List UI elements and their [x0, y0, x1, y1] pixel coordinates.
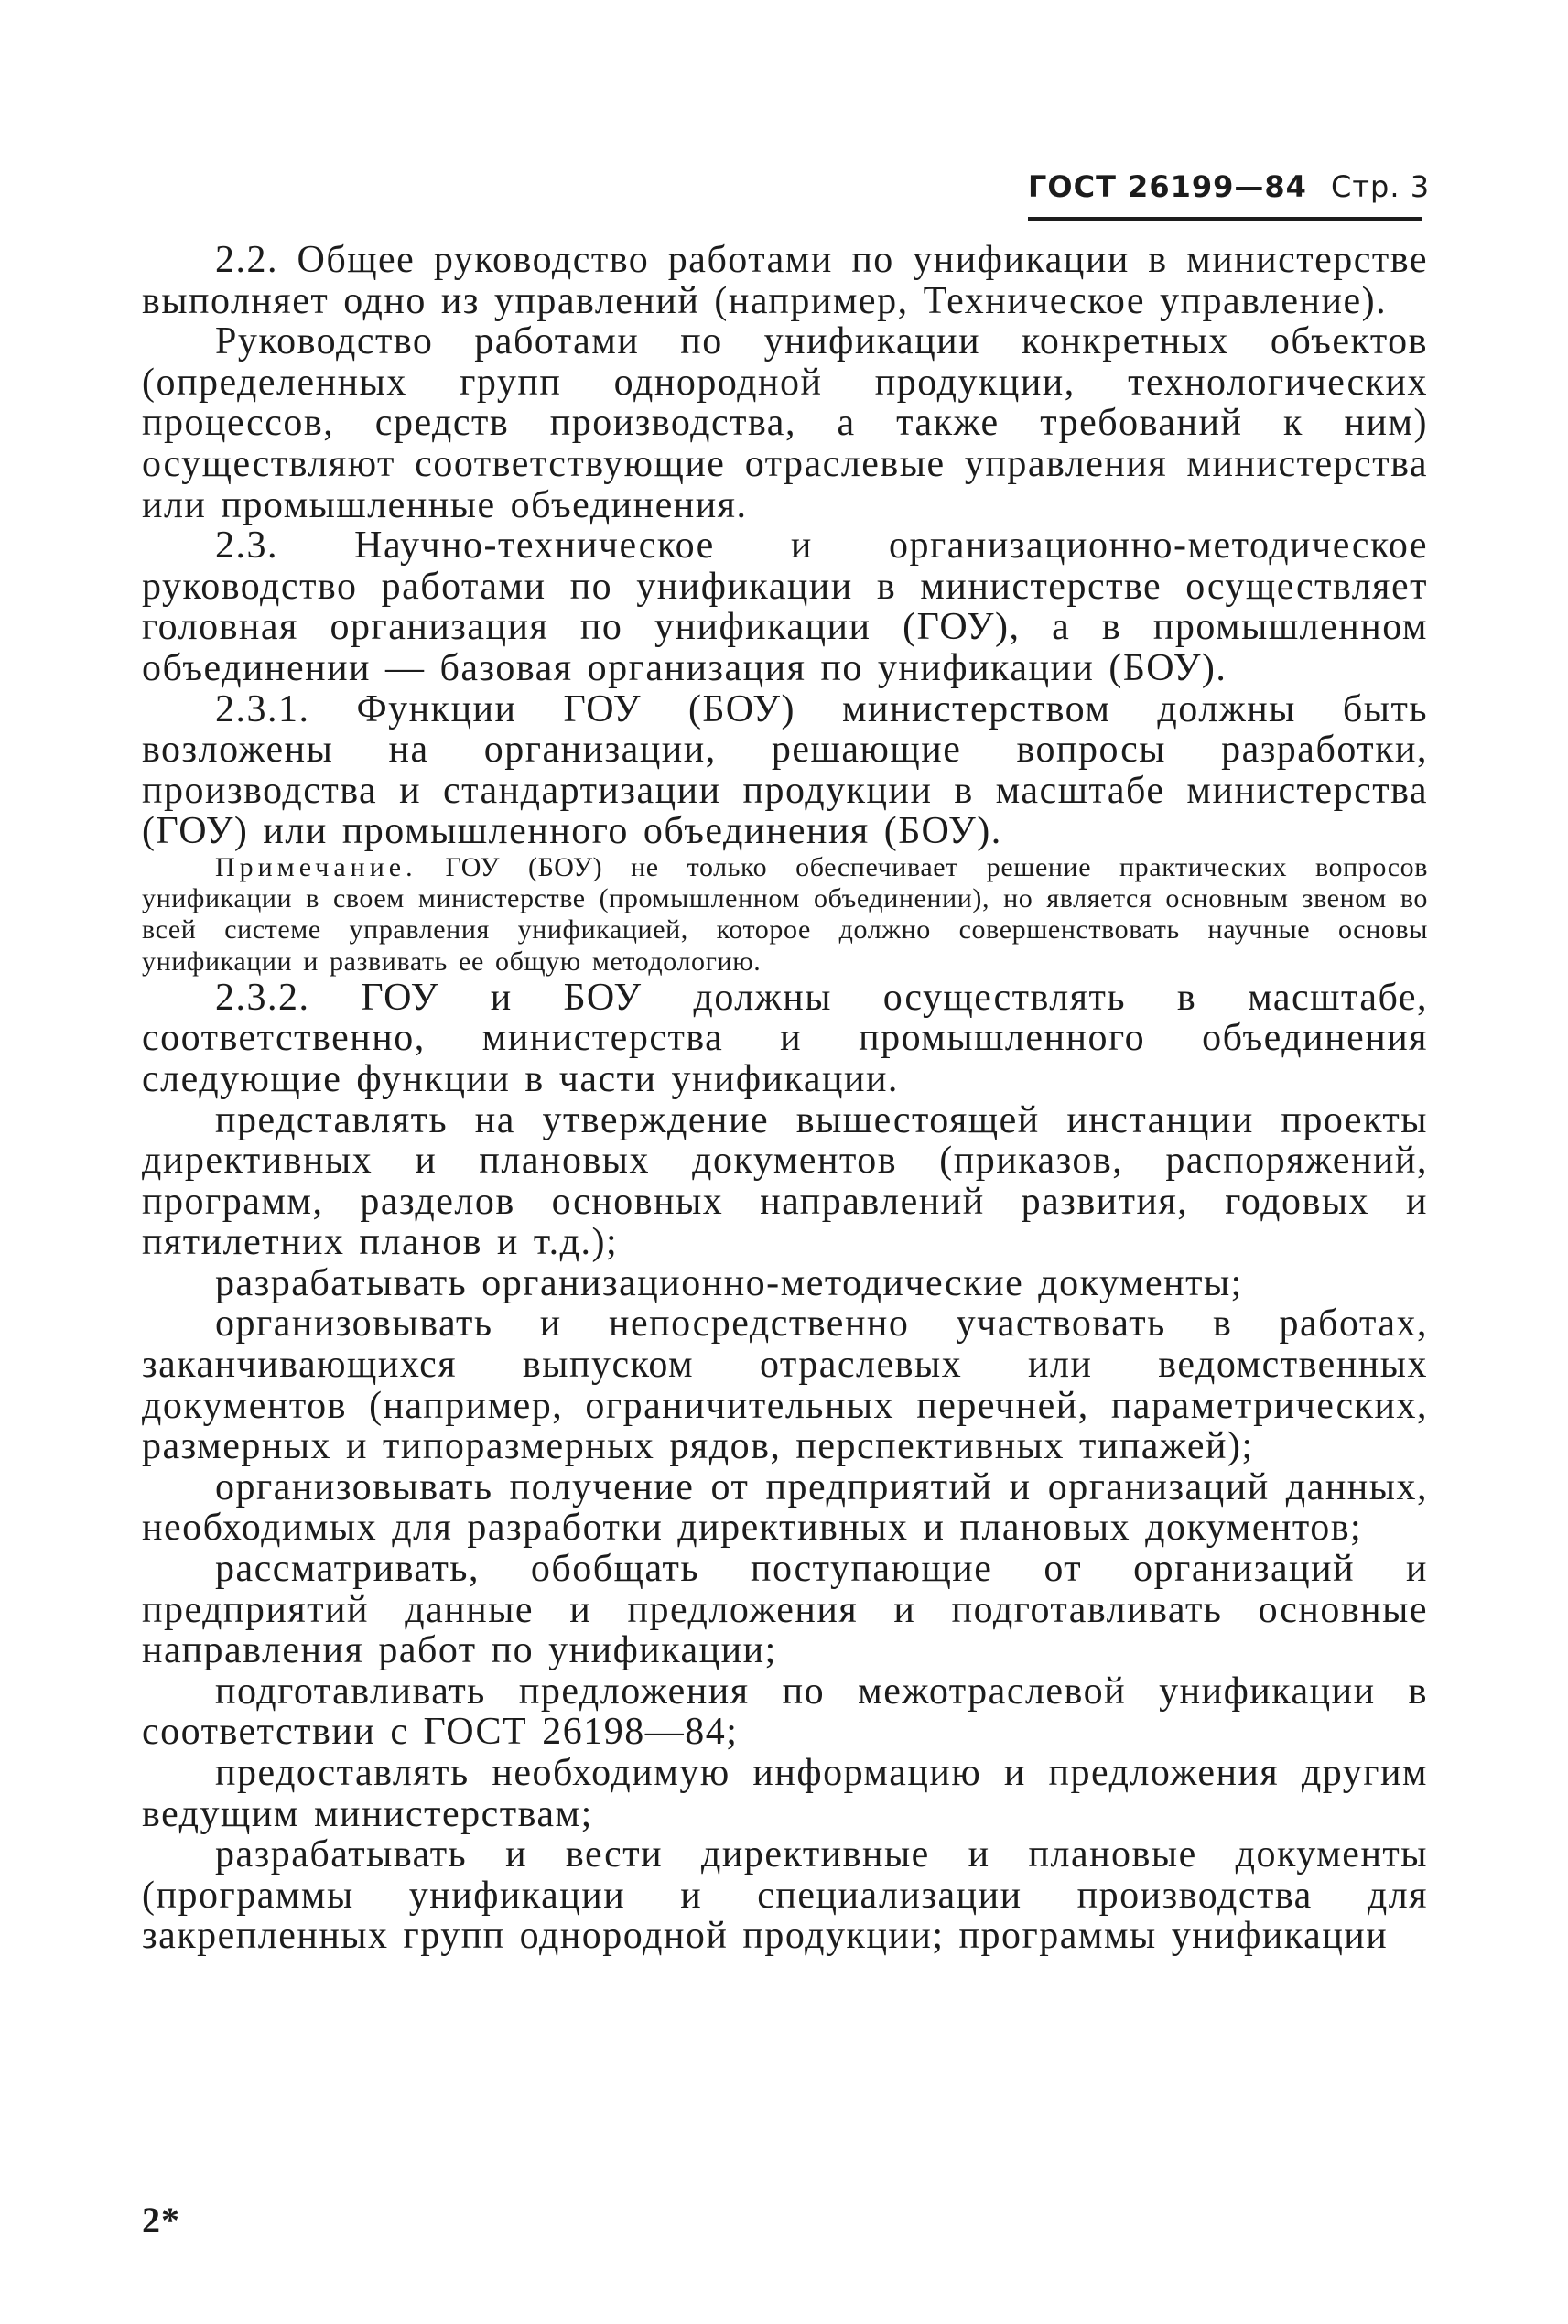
- page-header: [1028, 169, 1431, 221]
- list-item: организовывать получение от предприятий и организаций данных, необходимых для разработки директивных и плановых документов;: [142, 1465, 1428, 1550]
- list-item: рассматривать, обобщать поступающие от организаций и предприятий данные и предложения и подготавливать основные направления работ по унификации;: [142, 1548, 1428, 1672]
- list-item: представлять на утверждение вышестоящей инстанции проекты директивных и плановых документов (приказов, распоряжений, программ, разделов основных направлений развития, годовых и пятилетних планов и т.д.);: [142, 1098, 1428, 1264]
- document-body: [142, 240, 1428, 1957]
- paragraph-2-3: 2.3. Научно-техническое и организационно-методическое руководство работами по унификации в министерстве осуществляет головная организация по унификации (ГОУ), а в промышленном объединении — базовая организация по унификации (БОУ).: [142, 524, 1428, 689]
- list-item: разрабатывать и вести директивные и плановые документы (программы унификации и специализации производства для закрепленных групп однородной продукции; программы унификации: [142, 1833, 1428, 1958]
- paragraph-2-3-1: 2.3.1. Функции ГОУ (БОУ) министерством должны быть возложены на организации, решающие вопросы разработки, производства и стандартизации продукции в масштабе министерства (ГОУ) или промышленного объединения (БОУ).: [142, 687, 1428, 853]
- note-block: [142, 852, 1428, 978]
- signature-mark: 2*: [142, 2200, 180, 2241]
- list-item: предоставлять необходимую информацию и предложения другим ведущим министерствам;: [142, 1752, 1428, 1835]
- paragraph-2-2: 2.2. Общее руководство работами по унификации в министерстве выполняет одно из управлений (например, Техническое управление).: [142, 239, 1428, 322]
- list-item: подготавливать предложения по межотраслевой унификации в соответствии с ГОСТ 26198—84;: [142, 1670, 1428, 1754]
- note-label: Примечание.: [215, 851, 417, 882]
- page-number-label: Стр. 3: [1331, 169, 1431, 204]
- paragraph-2-3-2: 2.3.2. ГОУ и БОУ должны осуществлять в масштабе, соответственно, министерства и промышленного объединения следующие функции в части унификации.: [142, 976, 1428, 1100]
- paragraph-management: Руководство работами по унификации конкретных объектов (определенных групп однородной продукции, технологических процессов, средств производства, а также требований к ним) осуществляют соответствующие отраслевые управления министерства или промышленные объединения.: [142, 320, 1428, 526]
- note-text: ГОУ (БОУ) не только обеспечивает решение практических вопросов унификации в своем министерстве (промышленном объединении), но является основным звеном во всей системе управления унификацией, которое должно совершенствовать научные основы унификации и развивать ее общую методологию.: [142, 851, 1428, 977]
- standard-code: ГОСТ 26199—84: [1028, 169, 1307, 204]
- list-item: организовывать и непосредственно участвовать в работах, заканчивающихся выпуском отраслевых или ведомственных документов (например, ограничительных перечней, параметрических, размерных и типоразмерных рядов, перспективных типажей);: [142, 1303, 1428, 1468]
- list-item: разрабатывать организационно-методические документы;: [215, 1261, 1243, 1304]
